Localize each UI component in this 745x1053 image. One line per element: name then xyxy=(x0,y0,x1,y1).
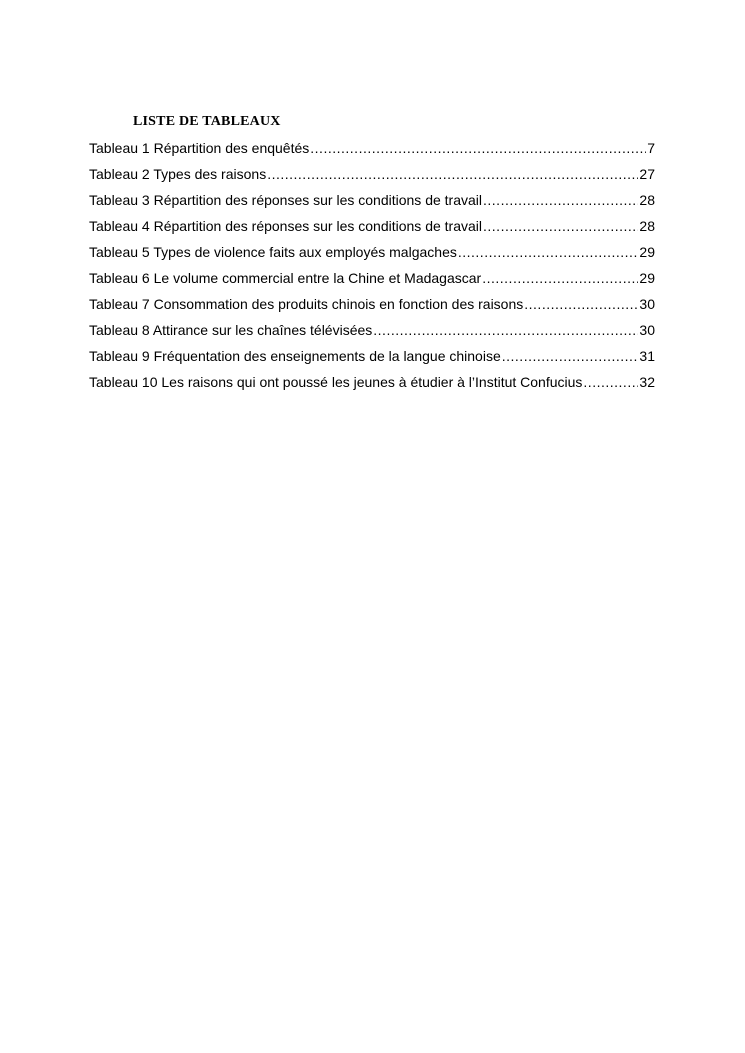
toc-entry-title: Tableau 10 Les raisons qui ont poussé les jeunes à étudier à l’Institut Confucius xyxy=(89,374,583,390)
toc-entry-title: Tableau 9 Fréquentation des enseignements de la langue chinoise xyxy=(89,348,501,364)
toc-entry-page: 29 xyxy=(639,270,655,286)
toc-entry[interactable] xyxy=(89,166,655,192)
dot-leader xyxy=(458,244,639,260)
toc-entry-title: Tableau 1 Répartition des enquêtés xyxy=(89,140,310,156)
toc-entry-page: 32 xyxy=(639,374,655,390)
toc-entry-page: 31 xyxy=(639,348,655,364)
dot-leader xyxy=(583,374,638,390)
toc-entry[interactable] xyxy=(89,296,655,322)
toc-entry-title: Tableau 8 Attirance sur les chaînes télévisées xyxy=(89,322,373,338)
list-of-tables xyxy=(89,140,655,400)
toc-entry[interactable] xyxy=(89,218,655,244)
dot-leader xyxy=(524,296,638,312)
list-of-tables-heading: LISTE DE TABLEAUX xyxy=(133,114,281,129)
toc-entry[interactable] xyxy=(89,348,655,374)
toc-entry[interactable] xyxy=(89,244,655,270)
toc-entry-title: Tableau 6 Le volume commercial entre la Chine et Madagascar xyxy=(89,270,482,286)
dot-leader xyxy=(483,192,638,208)
toc-entry-page: 28 xyxy=(639,192,655,208)
toc-entry-page: 27 xyxy=(639,166,655,182)
toc-entry-page: 30 xyxy=(639,296,655,312)
toc-entry-title: Tableau 3 Répartition des réponses sur les conditions de travail xyxy=(89,192,483,208)
toc-entry-title: Tableau 5 Types de violence faits aux employés malgaches xyxy=(89,244,457,260)
dot-leader xyxy=(482,270,638,286)
dot-leader xyxy=(310,140,646,156)
dot-leader xyxy=(267,166,638,182)
toc-entry[interactable] xyxy=(89,374,655,400)
toc-entry-page: 30 xyxy=(639,322,655,338)
toc-entry-page: 7 xyxy=(647,140,655,156)
toc-entry[interactable] xyxy=(89,270,655,296)
toc-entry-title: Tableau 7 Consommation des produits chinois en fonction des raisons xyxy=(89,296,524,312)
dot-leader xyxy=(502,348,639,364)
toc-entry-title: Tableau 4 Répartition des réponses sur les conditions de travail xyxy=(89,218,483,234)
toc-entry[interactable] xyxy=(89,322,655,348)
toc-entry-page: 29 xyxy=(639,244,655,260)
toc-entry[interactable] xyxy=(89,192,655,218)
toc-entry-title: Tableau 2 Types des raisons xyxy=(89,166,267,182)
dot-leader xyxy=(373,322,638,338)
toc-entry-page: 28 xyxy=(639,218,655,234)
dot-leader xyxy=(483,218,638,234)
toc-entry[interactable] xyxy=(89,140,655,166)
